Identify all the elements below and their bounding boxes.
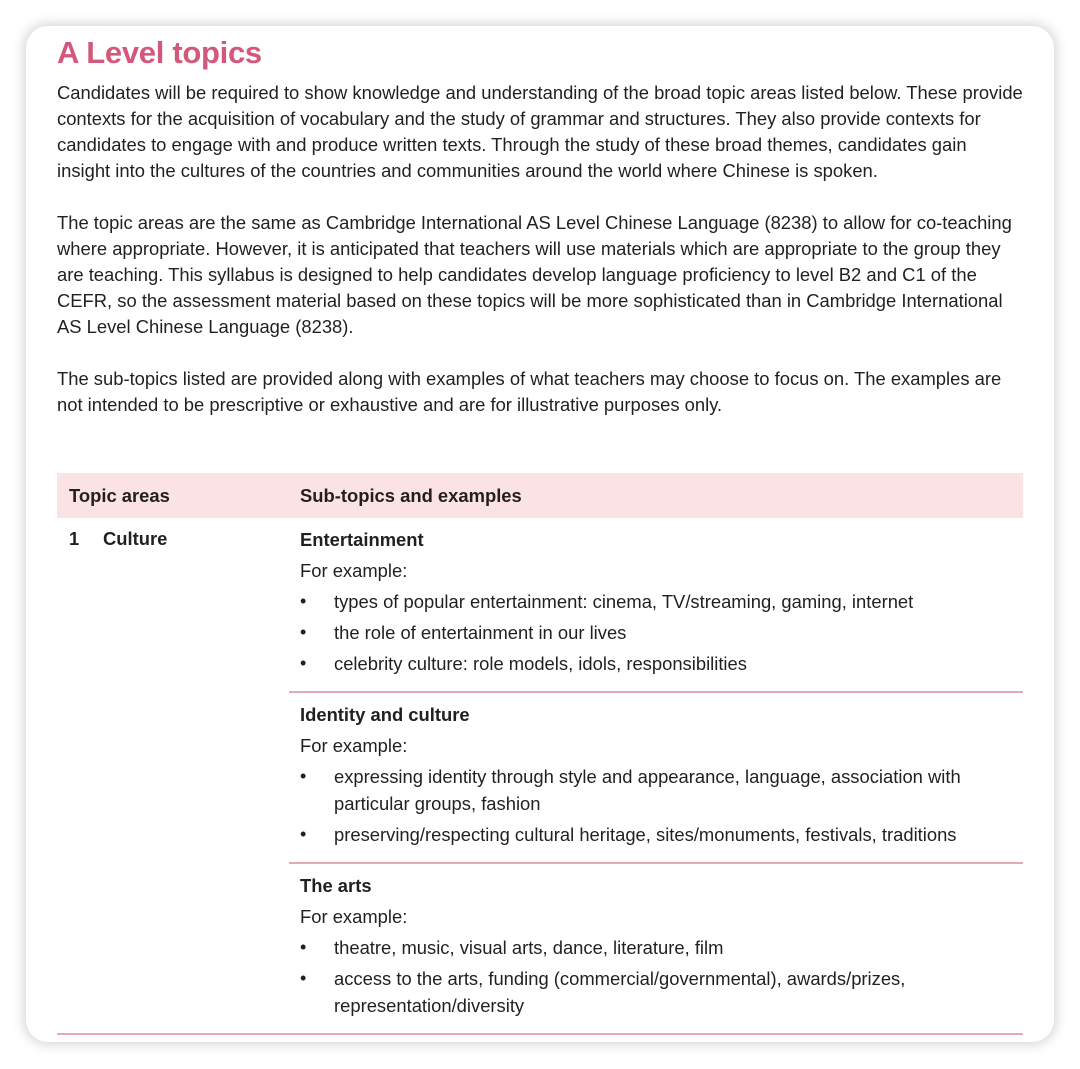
document-page <box>26 26 1054 1042</box>
header-sub-topics: Sub-topics and examples <box>300 484 522 506</box>
subtopic-heading: Entertainment <box>300 529 424 550</box>
list-item: • expressing identity through style and appearance, language, association with particular groups, fashion <box>300 763 1023 817</box>
page-title: A Level topics <box>57 35 262 70</box>
list-item: • types of popular entertainment: cinema, TV/streaming, gaming, internet <box>300 588 1023 615</box>
list-item: • theatre, music, visual arts, dance, literature, film <box>300 934 1023 961</box>
header-topic-areas: Topic areas <box>69 484 170 506</box>
list-item: • access to the arts, funding (commercial/governmental), awards/prizes, representation/diversity <box>300 965 1023 1019</box>
bullet-list <box>300 763 1023 848</box>
topic-number: 1 <box>69 528 80 549</box>
topic-name: Culture <box>103 528 168 549</box>
bullet-list <box>300 588 1023 677</box>
subtopic-heading: Identity and culture <box>300 704 470 725</box>
subtopic-intro: For example: <box>300 560 408 581</box>
list-item: • preserving/respecting cultural heritage, sites/monuments, festivals, traditions <box>300 821 1023 848</box>
topic-cell <box>57 518 289 1033</box>
subtopic-intro: For example: <box>300 906 408 927</box>
page-content <box>57 34 1023 1016</box>
topic-areas-paragraph: The topic areas are the same as Cambridge International AS Level Chinese Language (8238) to allow for co-teaching where appropriate. However, it is anticipated that teachers will use materials which are appropriate to the group they are teaching. This syllabus is designed to help candidates develop language proficiency to level B2 and C1 of the CEFR, so the assessment material based on these topics will be more sophisticated than in Cambridge International AS Level Chinese Language (8238). <box>57 212 1012 337</box>
list-item: • celebrity culture: role models, idols, responsibilities <box>300 650 1023 677</box>
sub-topics-paragraph: The sub-topics listed are provided along with examples of what teachers may choose to focus on. The examples are not intended to be prescriptive or exhaustive and are for illustrative purposes only. <box>57 368 1002 415</box>
subtopic-entertainment <box>289 518 1023 691</box>
subtopic-identity-and-culture <box>289 691 1023 862</box>
subtopic-intro: For example: <box>300 735 408 756</box>
subtopics-cell <box>289 518 1023 1033</box>
list-item: • the role of entertainment in our lives <box>300 619 1023 646</box>
topics-table <box>57 473 1023 1035</box>
subtopic-heading: The arts <box>300 875 372 896</box>
intro-paragraph: Candidates will be required to show knowledge and understanding of the broad topic areas listed below. These provide contexts for the acquisition of vocabulary and the study of grammar and structures. They also provide contexts for candidates to engage with and produce written texts. Through the study of these broad themes, candidates gain insight into the cultures of the countries and communities around the world where Chinese is spoken. <box>57 82 1023 181</box>
subtopic-the-arts <box>289 862 1023 1033</box>
bullet-list <box>300 934 1023 1019</box>
table-header-row <box>57 473 1023 518</box>
table-row <box>57 518 1023 1035</box>
